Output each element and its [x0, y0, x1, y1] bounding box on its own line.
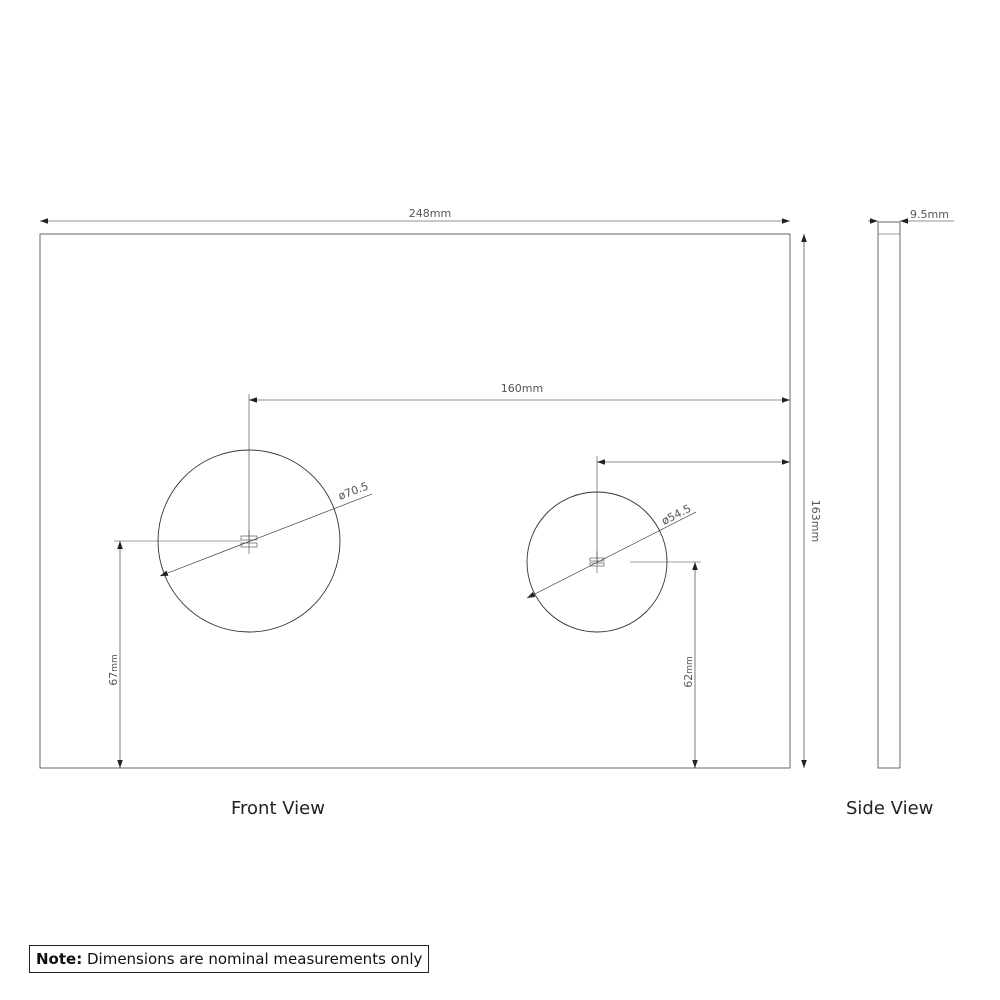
front-view-label: Front View — [231, 798, 325, 819]
large-hole-height-label: 67mm — [107, 654, 120, 686]
large-hole-center-mark — [241, 530, 257, 554]
height-dimension-label: 163mm — [809, 499, 822, 543]
note-prefix: Note: — [36, 950, 83, 968]
front-plate — [40, 234, 790, 768]
small-hole-diameter-label: ø54.5 — [659, 501, 694, 528]
large-hole-diameter-label: ø70.5 — [336, 479, 371, 503]
spacing-dimension-label: 160mm — [500, 382, 544, 395]
note-box — [29, 945, 429, 973]
width-dimension-label: 248mm — [408, 207, 452, 220]
thickness-dimension-label: 9.5mm — [910, 208, 949, 221]
small-hole-height-label: 62mm — [682, 656, 695, 688]
small-hole-center-mark — [590, 551, 604, 573]
side-view-label: Side View — [846, 798, 934, 819]
side-plate — [878, 222, 900, 768]
note-text: Dimensions are nominal measurements only — [86, 950, 423, 968]
